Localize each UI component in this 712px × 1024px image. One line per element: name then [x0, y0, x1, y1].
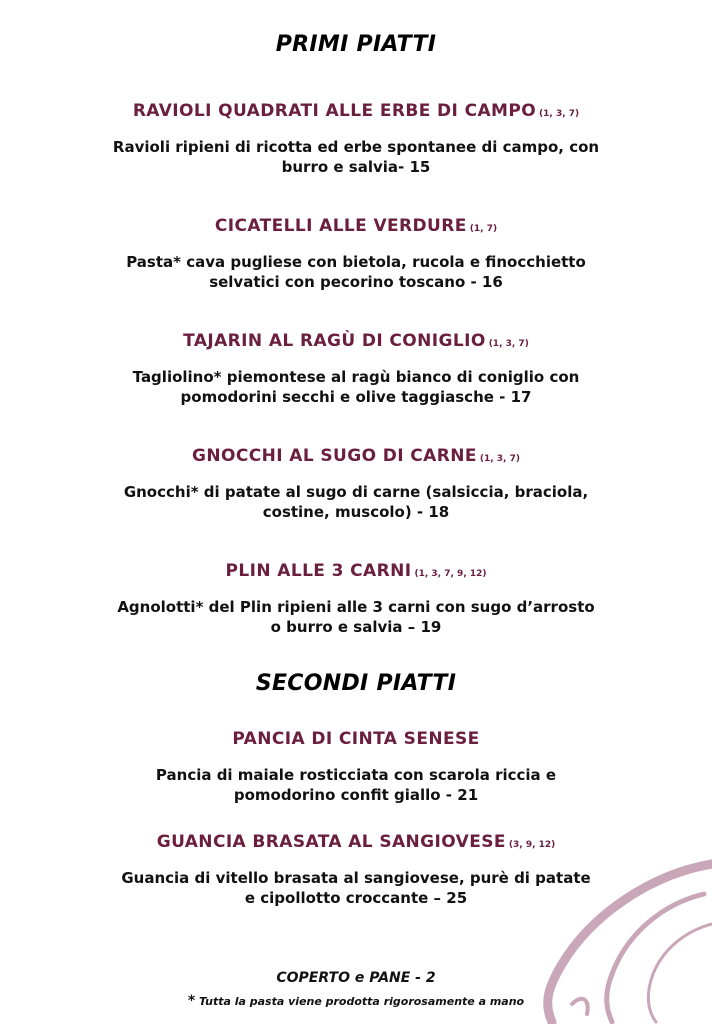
swirl-stroke [607, 894, 704, 1022]
dish-description: Gnocchi* di patate al sugo di carne (salsiccia, braciola, costine, muscolo) - 18 [123, 483, 589, 521]
dish-plin [0, 561, 712, 637]
dish-description: Pasta* cava pugliese con bietola, rucola e finocchietto selvatici con pecorino toscano - 16 [126, 253, 586, 291]
allergens: (1, 3, 7) [479, 454, 520, 464]
dish-name: PLIN ALLE 3 CARNI (1, 3, 7, 9, 12) [225, 561, 487, 581]
dish-name: GNOCCHI AL SUGO DI CARNE (1, 3, 7) [192, 446, 520, 466]
pasta-note: * Tutta la pasta viene prodotta rigorosamente a mano [187, 993, 525, 1009]
dish-gnocchi [0, 446, 712, 522]
swirl-stroke [648, 924, 712, 1022]
dish-name: GUANCIA BRASATA AL SANGIOVESE (3, 9, 12) [156, 832, 556, 852]
dish-description: Pancia di maiale rosticciata con scarola riccia e pomodorino confit giallo - 21 [155, 766, 557, 804]
dish-pancia [0, 729, 712, 805]
allergens: (1, 3, 7, 9, 12) [414, 569, 487, 579]
asterisk: * [187, 993, 196, 1009]
primi-title: PRIMI PIATTI [275, 32, 437, 57]
dish-name: RAVIOLI QUADRATI ALLE ERBE DI CAMPO (1, 3, 7) [132, 101, 580, 121]
dish-name: PANCIA DI CINTA SENESE [232, 729, 480, 749]
dish-name: TAJARIN AL RAGÙ DI CONIGLIO (1, 3, 7) [183, 331, 529, 351]
swirl-stroke [572, 999, 588, 1014]
dish-description: Ravioli ripieni di ricotta ed erbe spontanee di campo, con burro e salvia- 15 [112, 138, 600, 176]
dish-description: Guancia di vitello brasata al sangiovese, purè di patate e cipollotto croccante – 25 [121, 869, 591, 907]
allergens: (1, 3, 7) [488, 339, 529, 349]
coperto-note: COPERTO e PANE - 2 [276, 970, 436, 986]
dish-description: Tagliolino* piemontese al ragù bianco di coniglio con pomodorini secchi e olive taggiasche - 17 [132, 368, 580, 406]
secondi-title: SECONDI PIATTI [255, 671, 457, 696]
allergens: (3, 9, 12) [508, 840, 556, 850]
dish-tajarin [0, 331, 712, 407]
dish-description: Agnolotti* del Plin ripieni alle 3 carni con sugo d’arrosto o burro e salvia – 19 [117, 598, 595, 636]
dish-name: CICATELLI ALLE VERDURE (1, 7) [214, 216, 498, 236]
allergens: (1, 3, 7) [539, 109, 580, 119]
dish-ravioli [0, 101, 712, 177]
wine-swirl-decoration [532, 854, 712, 1024]
allergens: (1, 7) [469, 224, 498, 234]
dish-cicatelli [0, 216, 712, 292]
